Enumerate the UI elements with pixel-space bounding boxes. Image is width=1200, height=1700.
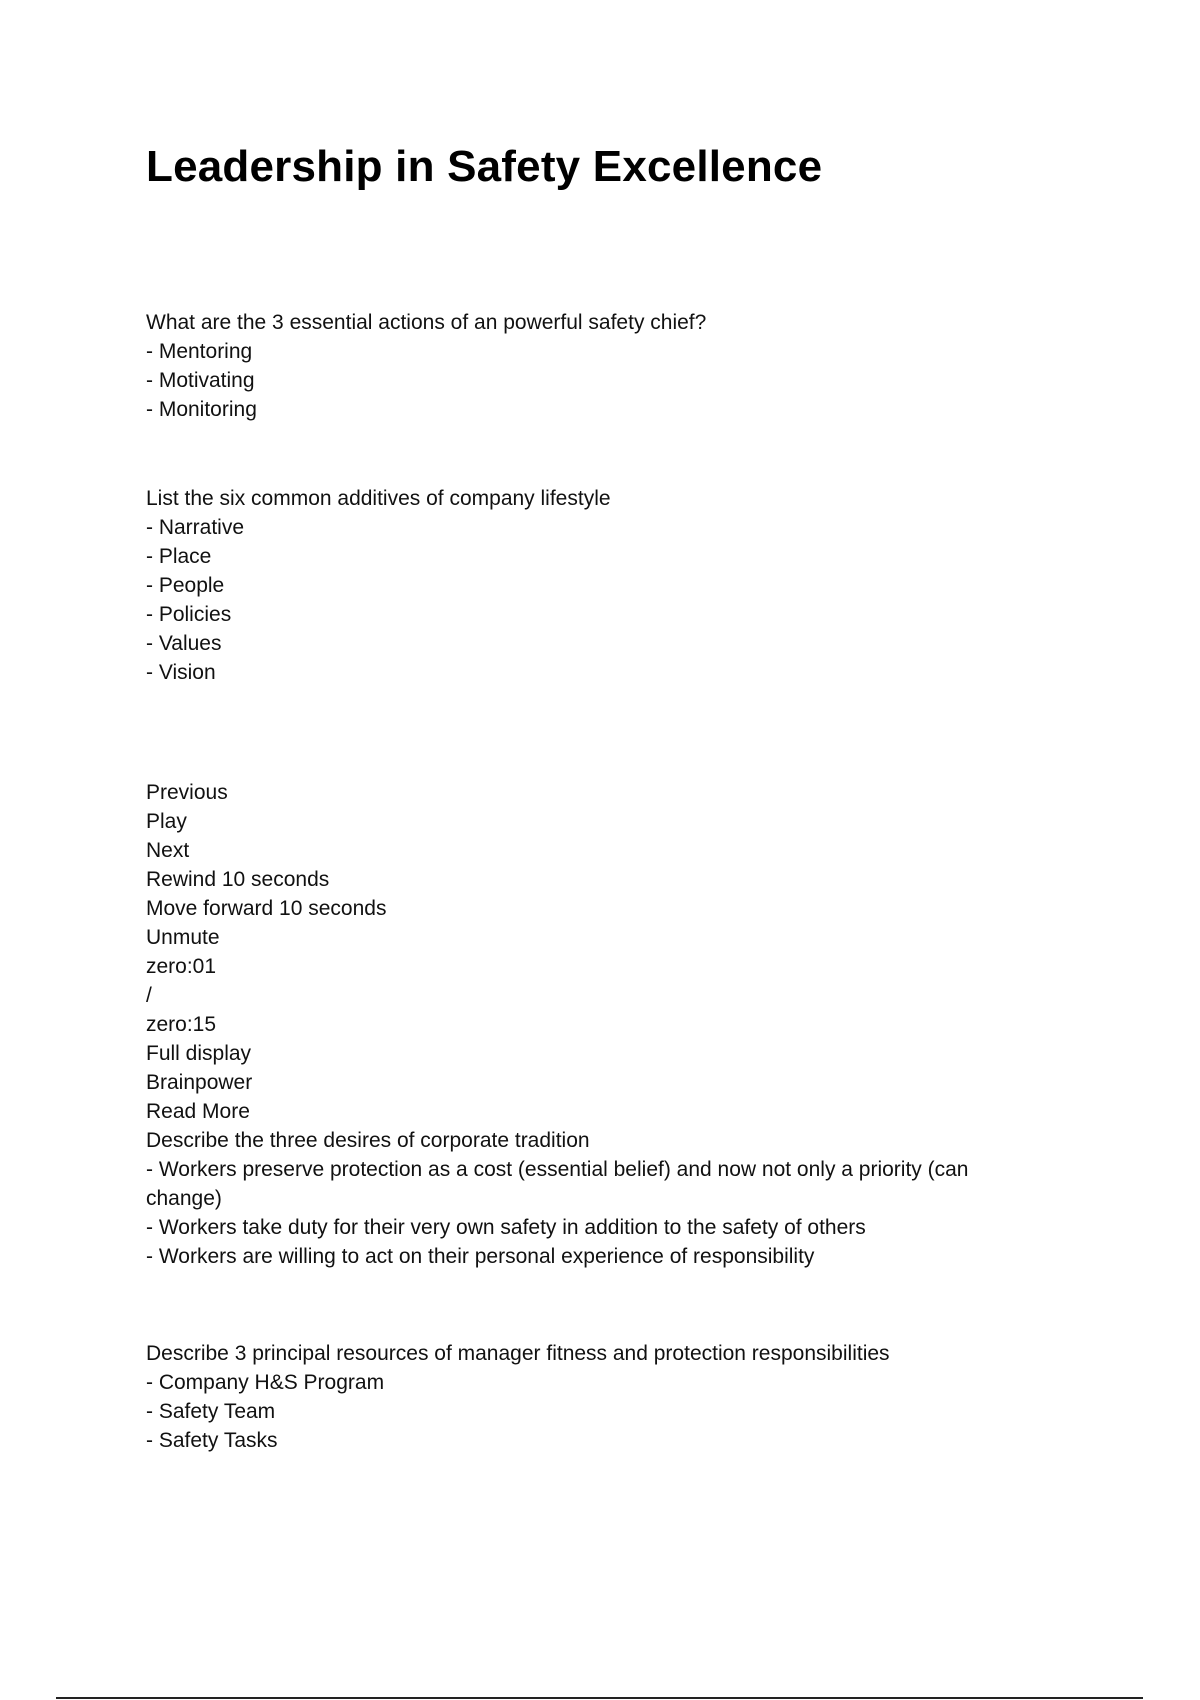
section-question: List the six common additives of company lifestyle	[146, 487, 611, 510]
list-item: - Company H&S Program	[146, 1371, 385, 1394]
list-item: - People	[146, 574, 225, 597]
list-item: - Place	[146, 545, 212, 568]
page-title: Leadership in Safety Excellence	[146, 142, 823, 191]
play-label: Play	[146, 810, 187, 833]
current-time: zero:01	[146, 955, 217, 978]
read-more-label: Read More	[146, 1100, 250, 1123]
list-item: - Safety Tasks	[146, 1429, 278, 1452]
list-item: - Workers take duty for their very own safety in addition to the safety of others	[146, 1216, 866, 1239]
media-player-text	[146, 778, 1046, 1271]
brainpower-label: Brainpower	[146, 1071, 253, 1094]
list-item: - Vision	[146, 661, 216, 684]
section-question: What are the 3 essential actions of an powerful safety chief?	[146, 311, 707, 334]
list-item: - Mentoring	[146, 340, 253, 363]
list-item: - Values	[146, 632, 222, 655]
section-question: Describe the three desires of corporate tradition	[146, 1129, 590, 1152]
total-time: zero:15	[146, 1013, 217, 1036]
unmute-label: Unmute	[146, 926, 220, 949]
section-question: Describe 3 principal resources of manager fitness and protection responsibilities	[146, 1342, 890, 1365]
footer-divider	[56, 1697, 1143, 1699]
full-display-label: Full display	[146, 1042, 252, 1065]
list-item: - Safety Team	[146, 1400, 276, 1423]
list-item: - Narrative	[146, 516, 245, 539]
next-label: Next	[146, 839, 190, 862]
rewind-label: Rewind 10 seconds	[146, 868, 330, 891]
section-manager-resources	[146, 1339, 1046, 1455]
list-item: - Workers preserve protection as a cost (essential belief) and now not only a priority (can change)	[146, 1158, 969, 1210]
list-item: - Monitoring	[146, 398, 257, 421]
time-separator: /	[146, 984, 152, 1007]
section-essential-actions	[146, 308, 1046, 424]
forward-label: Move forward 10 seconds	[146, 897, 387, 920]
list-item: - Policies	[146, 603, 232, 626]
list-item: - Workers are willing to act on their personal experience of responsibility	[146, 1245, 815, 1268]
previous-label: Previous	[146, 781, 228, 804]
list-item: - Motivating	[146, 369, 255, 392]
section-company-lifestyle	[146, 484, 1046, 687]
